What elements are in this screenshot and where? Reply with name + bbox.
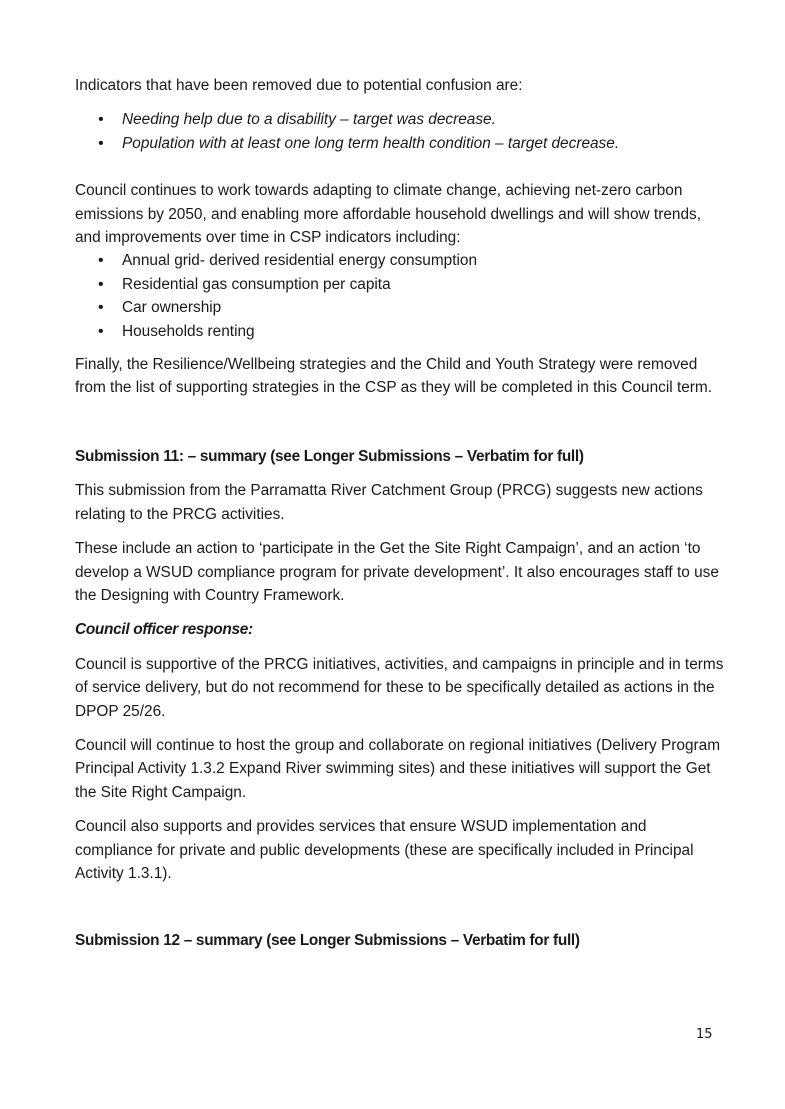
response-paragraph-3: Council also supports and provides services that ensure WSUD implementation and compliance for private and public developments (these are specifically included in Principal Activity 1.3.1). — [75, 818, 694, 882]
council-officer-response-label: Council officer response: — [75, 621, 253, 639]
list-item: • Residential gas consumption per capita — [75, 273, 725, 296]
document-page — [75, 74, 725, 953]
submission-11-heading: Submission 11: – summary (see Longer Submissions – Verbatim for full) — [75, 447, 584, 465]
list-item: • Needing help due to a disability – target was decrease. — [75, 108, 725, 131]
list-item: • Car ownership — [75, 296, 725, 319]
submission-11-actions: These include an action to ‘participate in the Get the Site Right Campaign’, and an action ‘to develop a WSUD compliance program for private development’. It also encourages staff to use the Designing with Country Framework. — [75, 540, 719, 604]
removed-indicators-intro: Indicators that have been removed due to potential confusion are: — [75, 77, 523, 94]
csp-indicators-list — [75, 249, 725, 343]
list-item: • Households renting — [75, 320, 725, 343]
page-number: 15 — [696, 1027, 713, 1042]
submission-12-heading: Submission 12 – summary (see Longer Submissions – Verbatim for full) — [75, 932, 580, 950]
removed-indicators-list — [75, 108, 725, 155]
finally-paragraph: Finally, the Resilience/Wellbeing strategies and the Child and Youth Strategy were removed from the list of supporting strategies in the CSP as they will be completed in this Council term. — [75, 356, 713, 397]
list-item: • Annual grid- derived residential energy consumption — [75, 249, 725, 272]
climate-paragraph: Council continues to work towards adapting to climate change, achieving net-zero carbon emissions by 2050, and enabling more affordable household dwellings and will show trends, and improvements over time in CSP indicators including: — [75, 182, 701, 247]
response-paragraph-1: Council is supportive of the PRCG initiatives, activities, and campaigns in principle and in terms of service delivery, but do not recommend for these to be specifically detailed as actions in the DPOP 25/26. — [75, 655, 724, 720]
response-paragraph-2: Council will continue to host the group and collaborate on regional initiatives (Delivery Program Principal Activity 1.3.2 Expand River swimming sites) and these initiatives will support the Get the Site Right Campaign. — [75, 736, 721, 801]
submission-11-summary: This submission from the Parramatta River Catchment Group (PRCG) suggests new actions relating to the PRCG activities. — [75, 482, 703, 523]
list-item: • Population with at least one long term health condition – target decrease. — [75, 132, 725, 155]
